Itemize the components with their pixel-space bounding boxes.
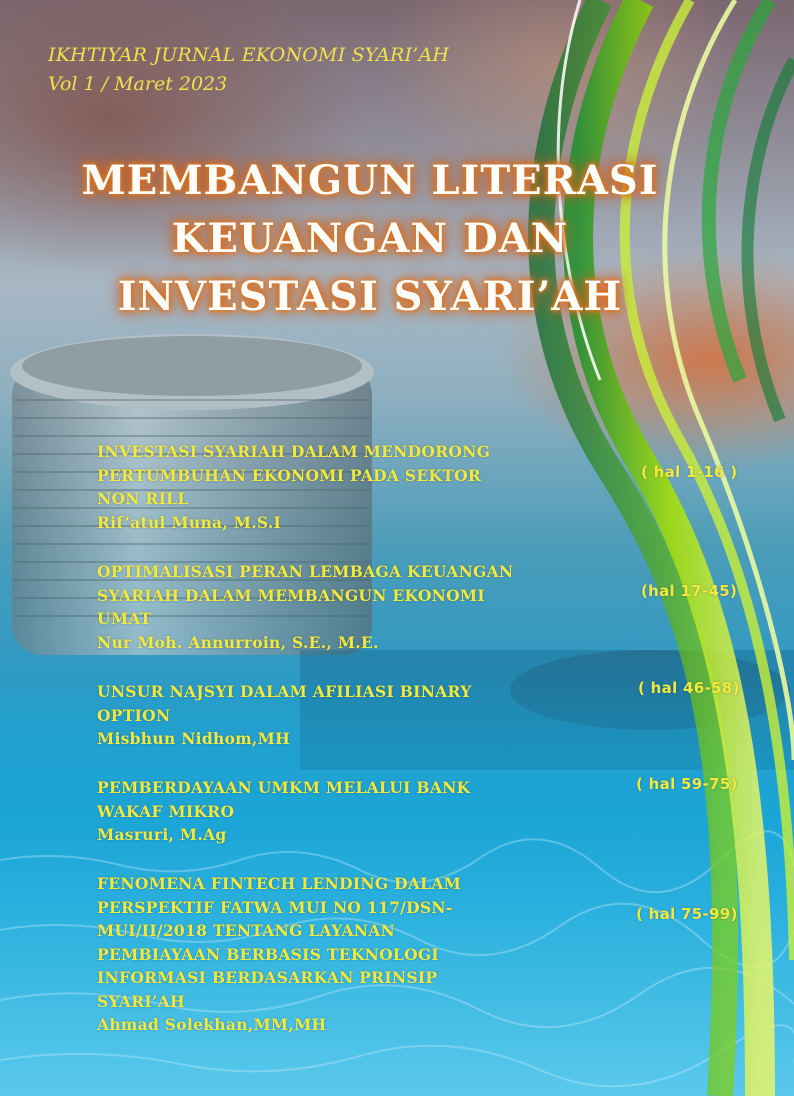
article-author: Ahmad Solekhan,MM,MH (97, 1015, 327, 1034)
article-title-line: MUI/II/2018 TENTANG LAYANAN (97, 921, 396, 940)
cover-title-line-1: MEMBANGUN LITERASI (81, 157, 659, 204)
article-title-line: PERSPEKTIF FATWA MUI NO 117/DSN- (97, 897, 453, 917)
article-pages: (hal 17-45) (641, 582, 738, 600)
cover-title-line-2: KEUANGAN DAN (171, 215, 569, 262)
article-pages: ( hal 59-75) (636, 775, 738, 793)
article-author: Misbhun Nidhom,MH (97, 729, 291, 748)
article-author: Nur Moh. Annurroin, S.E., M.E. (97, 632, 379, 652)
article-title-line: OPTION (97, 705, 171, 725)
article-title-line: FENOMENA FINTECH LENDING DALAM (97, 874, 462, 893)
article-title-line: UNSUR NAJSYI DALAM AFILIASI BINARY (97, 682, 472, 701)
journal-name: IKHTIYAR JURNAL EKONOMI SYARI’AH (48, 44, 450, 66)
article-entry[interactable] (97, 560, 567, 654)
article-title-line: UMAT (97, 609, 152, 628)
article-author: Rif’atul Muna, M.S.I (97, 512, 282, 532)
article-title-line: SYARIAH DALAM MEMBANGUN EKONOMI (97, 585, 485, 605)
article-title-line: PERTUMBUHAN EKONOMI PADA SEKTOR (97, 465, 482, 485)
cover-title (30, 152, 710, 326)
article-title-line: PEMBIAYAAN BERBASIS TEKNOLOGI (97, 944, 439, 964)
article-entry[interactable] (97, 872, 567, 1037)
article-title-line: OPTIMALISASI PERAN LEMBAGA KEUANGAN (97, 562, 514, 581)
article-title-line: INFORMASI BERDASARKAN PRINSIP (97, 968, 438, 987)
journal-volume: Vol 1 / Maret 2023 (48, 73, 228, 95)
article-pages: ( hal 75-99) (636, 905, 738, 923)
article-title-line: SYARI’AH (97, 991, 185, 1011)
article-entry[interactable] (97, 776, 567, 847)
article-title-line: INVESTASI SYARIAH DALAM MENDORONG (97, 442, 491, 461)
article-title-line: NON RILL (97, 489, 189, 508)
article-title-line: WAKAF MIKRO (97, 801, 235, 821)
article-pages: ( hal 46-58) (638, 679, 740, 697)
article-author: Masruri, M.Ag (97, 825, 227, 844)
article-entry[interactable] (97, 440, 567, 534)
article-pages: ( hal 1-16 ) (641, 463, 738, 481)
article-entry[interactable] (97, 680, 567, 751)
article-title-line: PEMBERDAYAAN UMKM MELALUI BANK (97, 778, 471, 797)
cover-title-line-3: INVESTASI SYARI’AH (117, 273, 623, 320)
